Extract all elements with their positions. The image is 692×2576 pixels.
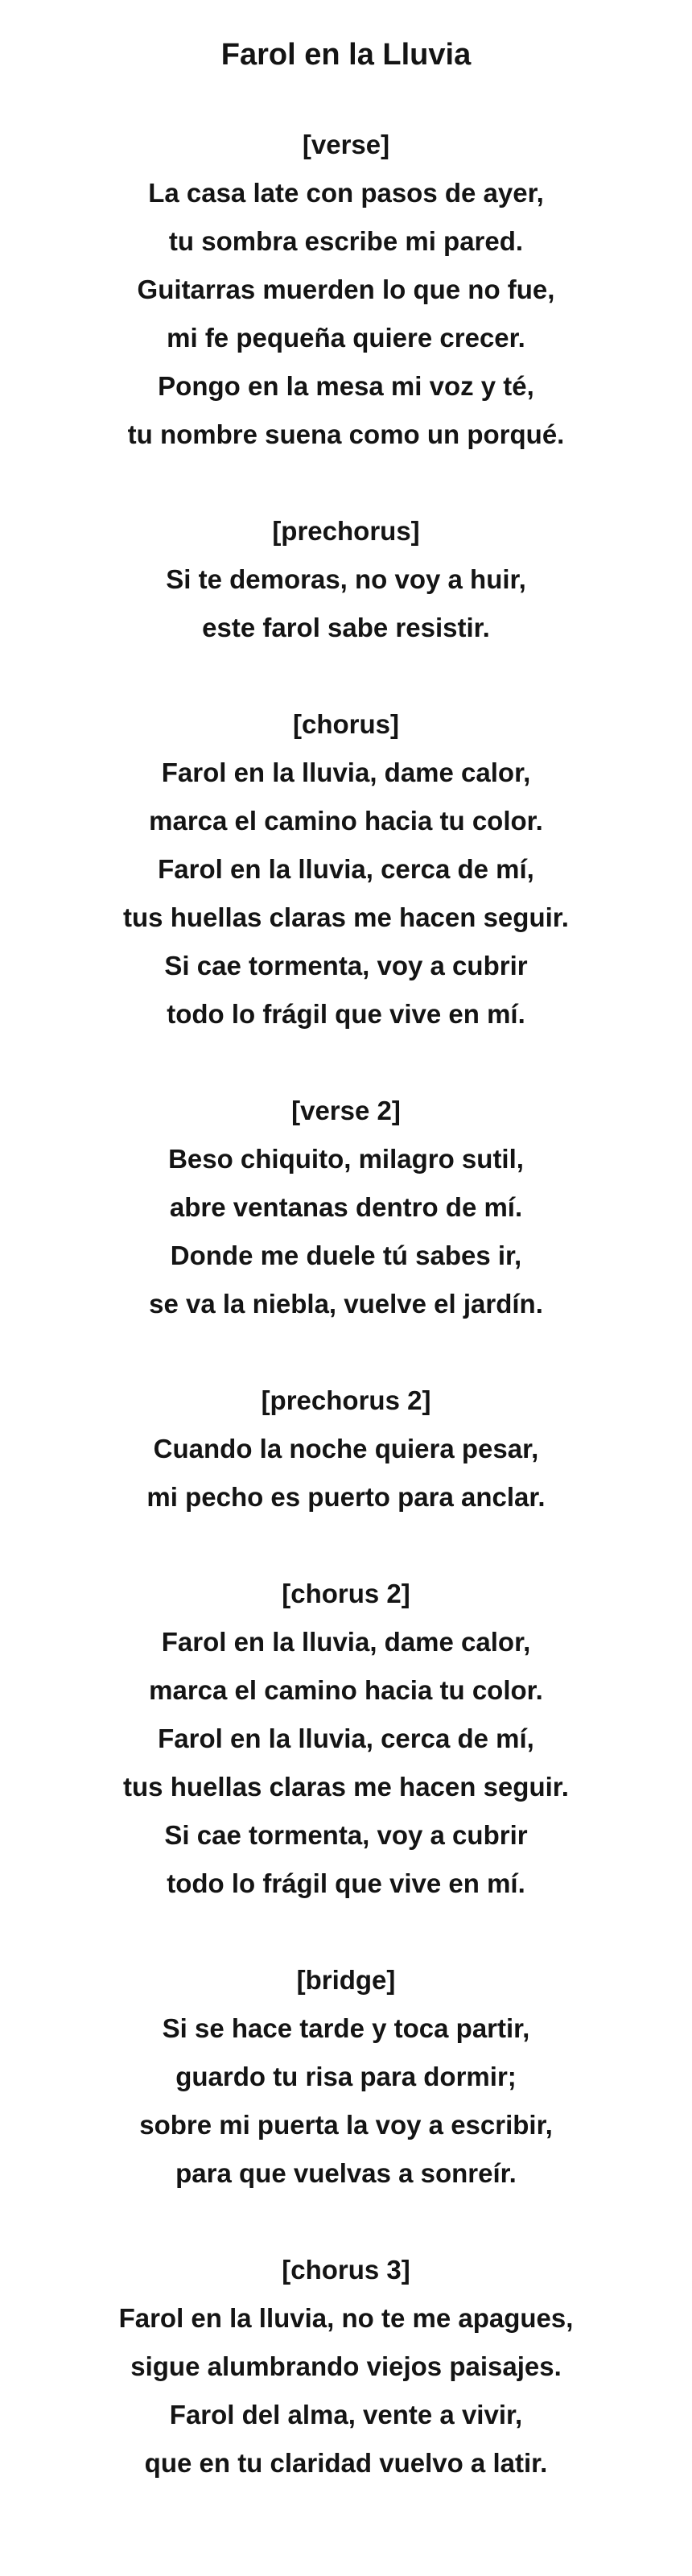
lyric-line: se va la niebla, vuelve el jardín.: [149, 1289, 543, 1319]
lyric-line: guardo tu risa para dormir;: [175, 2062, 517, 2091]
lyric-line: que en tu claridad vuelvo a latir.: [144, 2448, 548, 2478]
lyrics-section: [0, 1087, 692, 1328]
lyric-line: Beso chiquito, milagro sutil,: [168, 1144, 524, 1174]
lyric-line: tu nombre suena como un porqué.: [127, 419, 565, 449]
lyrics-section: [0, 1956, 692, 2198]
section-tag: [chorus]: [293, 709, 399, 739]
lyrics-section: [0, 1377, 692, 1521]
lyric-line: todo lo frágil que vive en mí.: [167, 1868, 525, 1898]
lyric-line: Farol en la lluvia, dame calor,: [161, 758, 531, 787]
section-tag: [chorus 3]: [282, 2255, 410, 2285]
lyric-line: todo lo frágil que vive en mí.: [167, 999, 525, 1029]
lyrics-section: [0, 2246, 692, 2487]
lyric-line: Pongo en la mesa mi voz y té,: [158, 371, 534, 401]
section-tag: [verse]: [302, 130, 390, 159]
lyric-line: Farol en la lluvia, cerca de mí,: [158, 854, 534, 884]
lyric-line: Guitarras muerden lo que no fue,: [137, 275, 555, 304]
lyric-line: Farol en la lluvia, no te me apagues,: [118, 2303, 574, 2333]
lyric-line: mi fe pequeña quiere crecer.: [167, 323, 525, 353]
song-title: Farol en la Lluvia: [220, 38, 472, 72]
section-tag: [bridge]: [296, 1965, 396, 1995]
lyric-line: abre ventanas dentro de mí.: [169, 1192, 523, 1222]
lyric-line: tus huellas claras me hacen seguir.: [123, 1772, 569, 1802]
lyric-line: sigue alumbrando viejos paisajes.: [130, 2351, 562, 2381]
lyric-line: tu sombra escribe mi pared.: [168, 226, 524, 256]
lyric-line: marca el camino hacia tu color.: [149, 806, 543, 836]
lyric-line: mi pecho es puerto para anclar.: [146, 1482, 546, 1512]
lyric-line: Donde me duele tú sabes ir,: [170, 1241, 522, 1270]
section-tag: [prechorus]: [272, 516, 420, 546]
lyric-line: Si se hace tarde y toca partir,: [162, 2013, 530, 2043]
lyric-line: marca el camino hacia tu color.: [149, 1675, 543, 1705]
lyrics-section: [0, 700, 692, 1038]
lyrics-section: [0, 121, 692, 459]
lyric-line: Farol del alma, vente a vivir,: [169, 2400, 523, 2429]
lyrics-section: [0, 507, 692, 652]
section-tag: [chorus 2]: [282, 1579, 410, 1608]
lyric-line: La casa late con pasos de ayer,: [148, 178, 544, 208]
lyric-line: Cuando la noche quiera pesar,: [153, 1434, 539, 1463]
lyric-line: para que vuelvas a sonreír.: [175, 2158, 517, 2188]
lyric-line: sobre mi puerta la voy a escribir,: [139, 2110, 553, 2140]
lyric-line: Si te demoras, no voy a huir,: [166, 564, 526, 594]
lyric-line: tus huellas claras me hacen seguir.: [123, 902, 569, 932]
lyric-line: Si cae tormenta, voy a cubrir: [164, 1820, 528, 1850]
section-tag: [prechorus 2]: [261, 1385, 431, 1415]
lyric-line: este farol sabe resistir.: [202, 613, 490, 642]
lyrics-section: [0, 1570, 692, 1908]
lyric-line: Farol en la lluvia, cerca de mí,: [158, 1724, 534, 1753]
lyric-line: Si cae tormenta, voy a cubrir: [164, 951, 528, 980]
lyrics-body: [0, 121, 692, 2536]
lyric-line: Farol en la lluvia, dame calor,: [161, 1627, 531, 1657]
section-tag: [verse 2]: [291, 1096, 401, 1125]
